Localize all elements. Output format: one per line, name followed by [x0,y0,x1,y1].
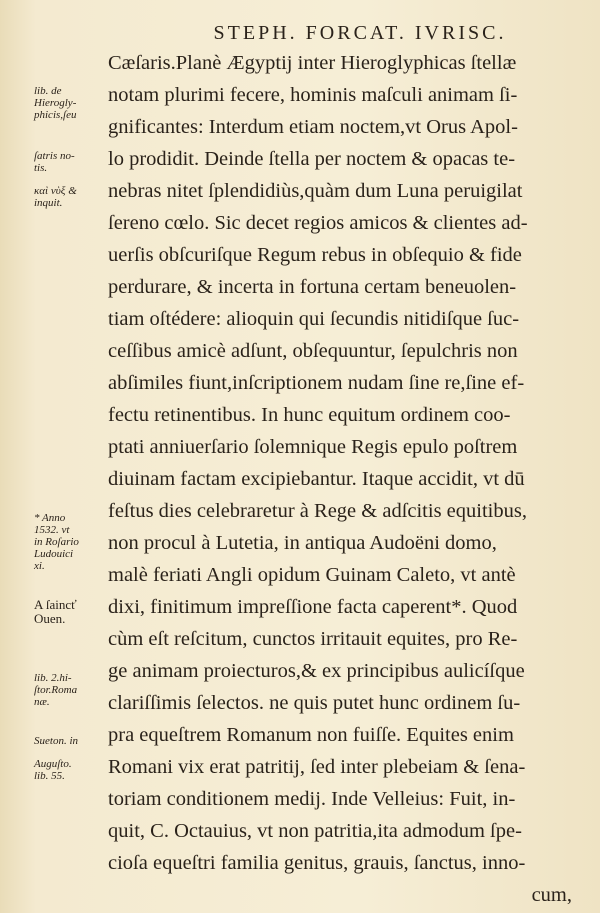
text-line: abſimiles fiunt,inſcriptionem nudam ſine re,ſine ef- [108,372,525,394]
catchword: cum, [531,884,572,906]
text-line: tiam oſtédere: alioquin qui ſecundis nitidiſque ſuc- [108,308,520,330]
text-line: clariſſimis ſelectos. ne quis putet hunc ordinem ſu- [108,692,521,714]
text-line: ceſſibus amicè adſunt, obſequuntur, ſepulchris non [108,340,518,362]
text-line: quit, C. Octauius, vt non patritia,ita admodum ſpe- [108,820,522,842]
margin-note: lib. de Hierogly- phicis,ſeu [34,85,77,121]
text-line: notam plurimi fecere, hominis maſculi animam ſi- [108,84,518,106]
margin-note: καὶ νὺξ & inquit. [34,185,77,209]
text-line: cùm eſt reſcitum, cunctos irritauit equites, pro Re- [108,628,518,650]
text-line: toriam conditionem medij. Inde Velleius: Fuit, in- [108,788,516,810]
text-line: dixi, finitimum impreſſione facta caperent*. Quod [108,596,518,618]
margin-note: A ſaincť Ouen. [34,597,77,626]
text-line: gnificantes: Interdum etiam noctem,vt Orus Apol- [108,116,518,138]
margin-note: * Anno 1532. vt in Roſario Ludouici xi. [34,512,79,572]
text-line: malè feriati Angli opidum Guinam Caleto, vt antè [108,564,516,586]
margin-note: ſatris no- tis. [34,150,75,174]
text-line: nebras nitet ſplendidiùs,quàm dum Luna peruigilat [108,180,523,202]
text-line: ge animam proiecturos,& ex principibus aulicíſque [108,660,525,682]
text-line: non procul à Lutetia, in antiqua Audoëni domo, [108,532,497,554]
text-line: diuinam factam excipiebantur. Itaque accidit, vt dū [108,468,525,490]
running-header: STEPH. FORCAT. IVRISC. [213,22,507,44]
text-line: Cæſaris.Planè Ægyptij inter Hieroglyphicas ſtellæ [108,52,517,74]
text-line: ptati anniuerſario ſolemnique Regis epulo poſtrem [108,436,518,458]
text-line: uerſis obſcuriſque Regum rebus in obſequio & fide [108,244,522,266]
text-line: cioſa equeſtri familia genitus, grauis, ſanctus, inno- [108,852,526,874]
text-line: fectu retinentibus. In hunc equitum ordinem coo- [108,404,511,426]
text-line: perdurare, & incerta in fortuna certam beneuolen- [108,276,517,298]
text-line: feſtus dies celebraretur à Rege & adſcitis equitibus, [108,500,527,522]
margin-note: Sueton. in [34,735,78,747]
text-line: lo prodidit. Deinde ſtella per noctem & opacas te- [108,148,516,170]
text-line: pra equeſtrem Romanum non fuiſſe. Equites enim [108,724,514,746]
text-line: ſereno cœlo. Sic decet regios amicos & clientes ad- [108,212,528,234]
margin-note: Auguſto. lib. 55. [34,758,72,782]
text-line: Romani vix erat patritij, ſed inter plebeiam & ſena- [108,756,526,778]
margin-note: lib. 2.hi- ſtor.Roma næ. [34,672,78,708]
